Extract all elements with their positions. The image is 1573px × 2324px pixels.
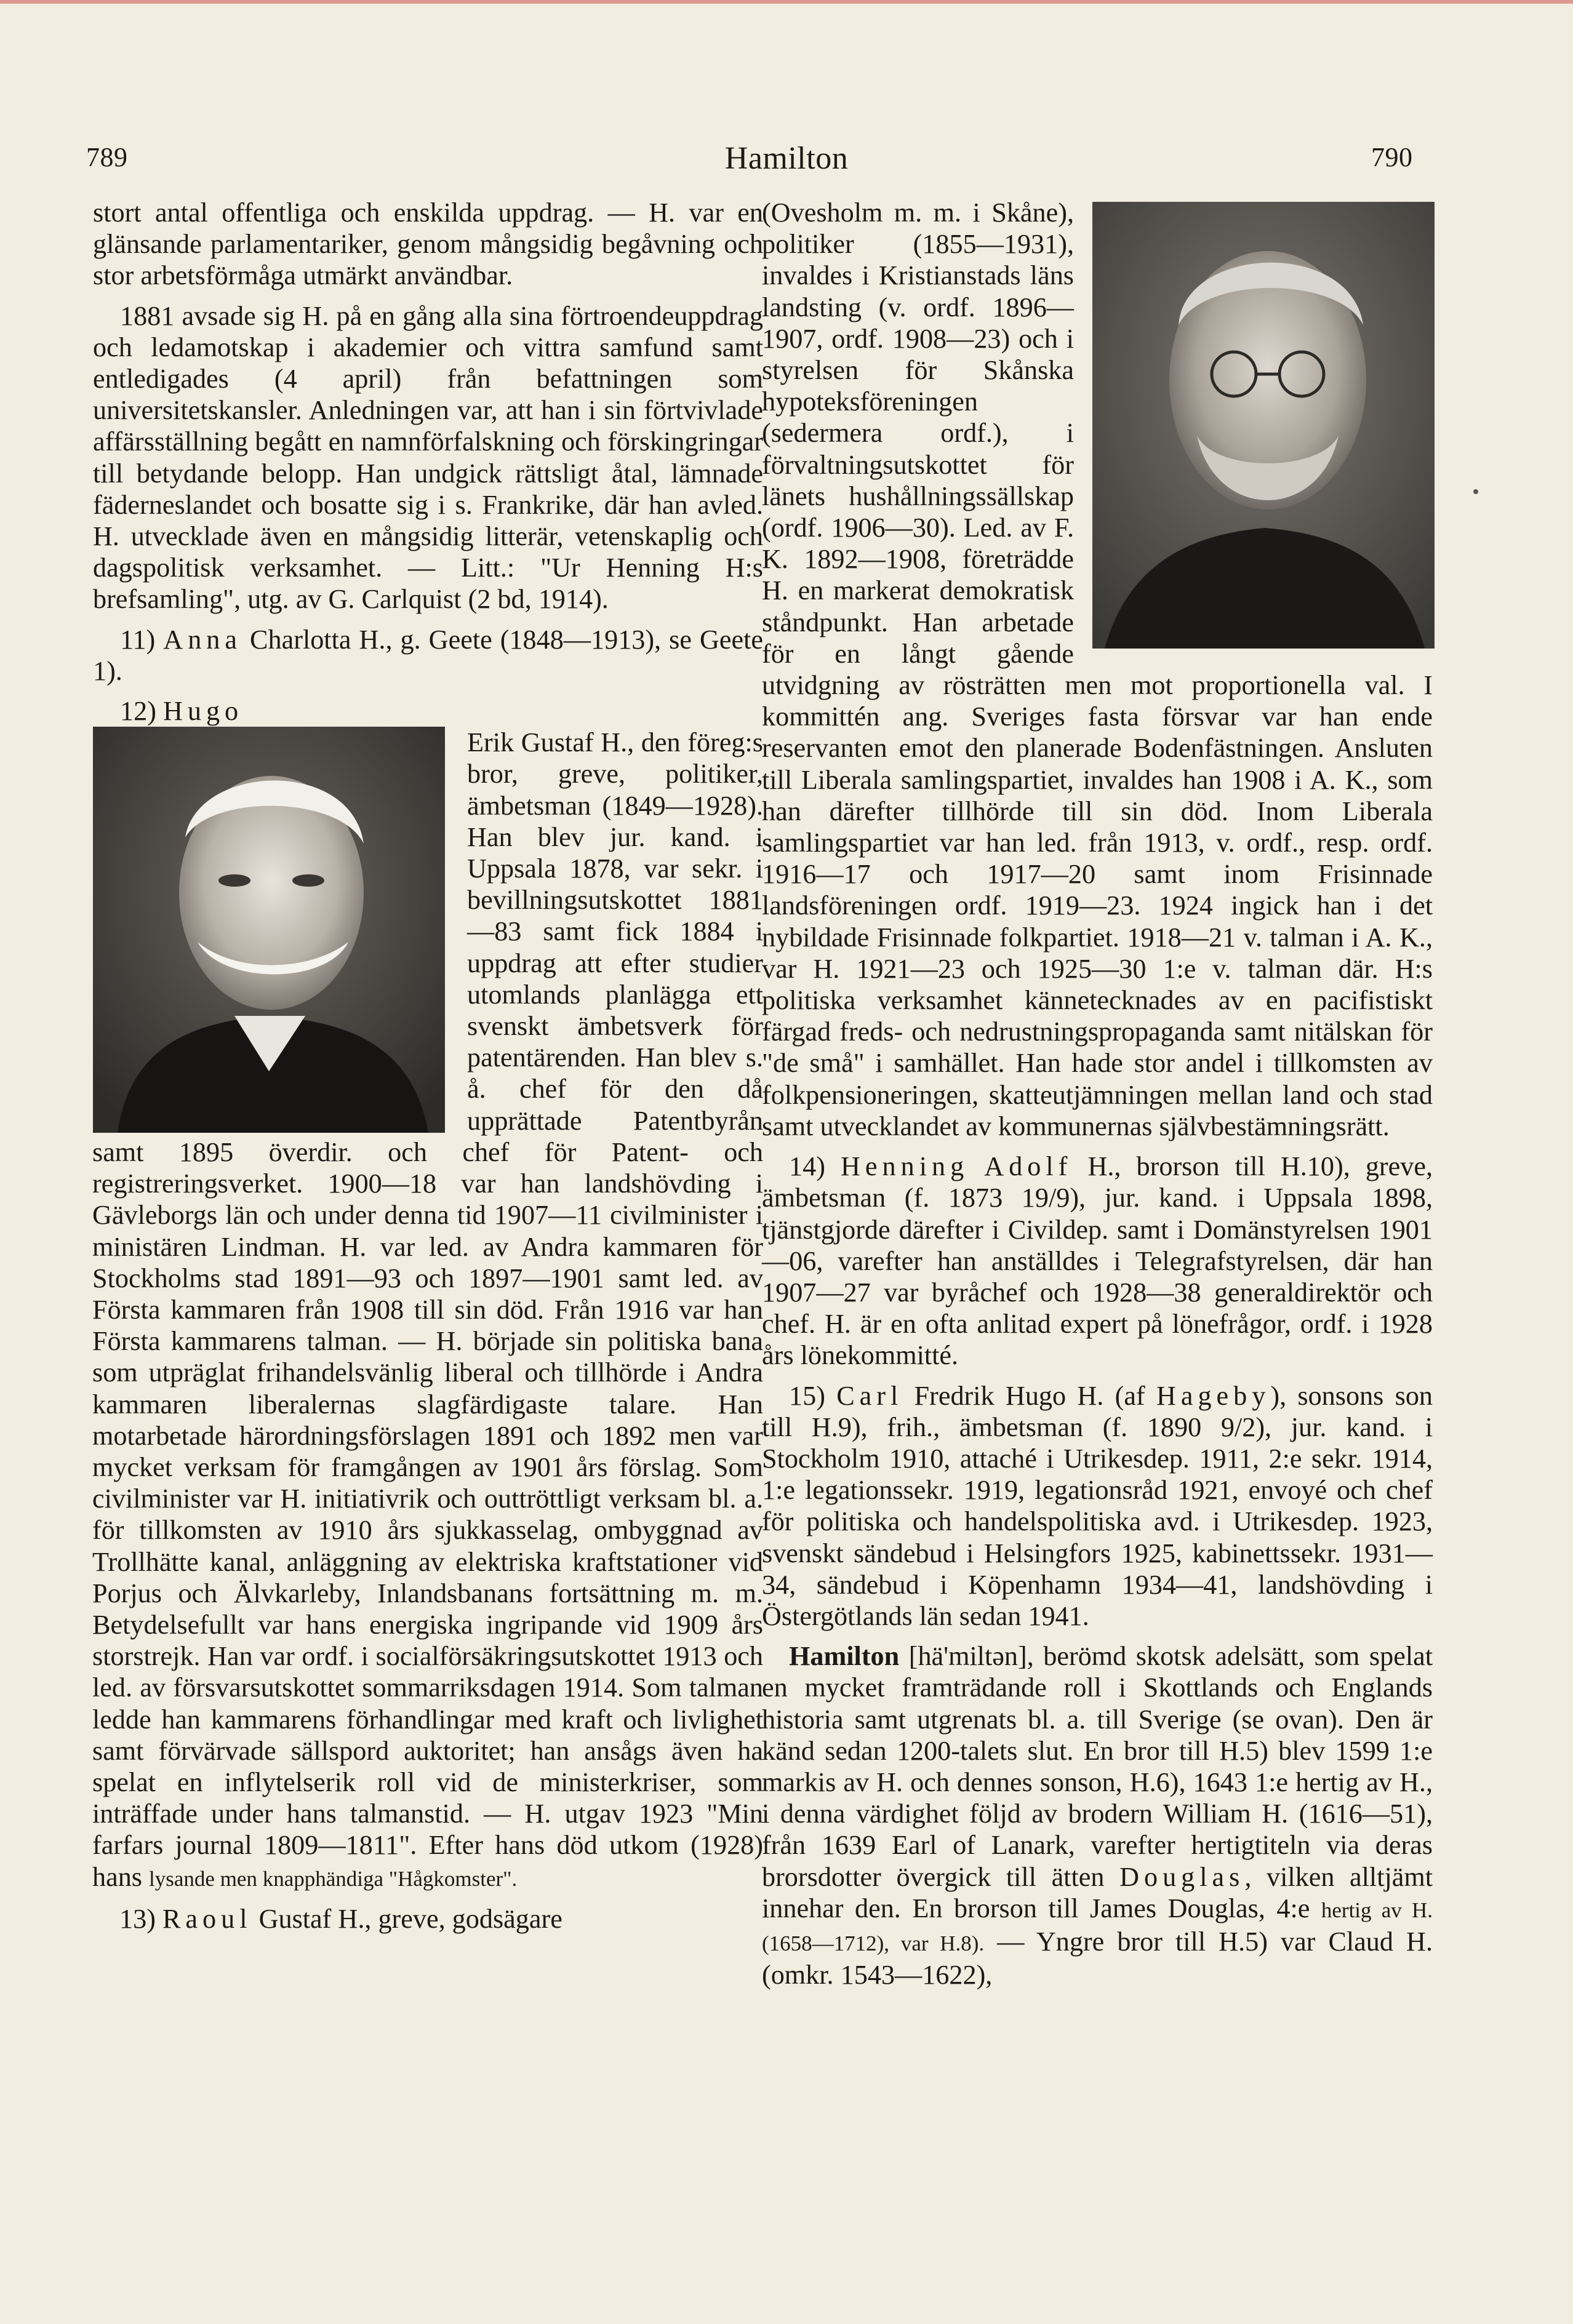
entry-text: Fredrik Hugo H. (af xyxy=(914,1380,1145,1411)
paragraph: stort antal offentliga och enskilda uppdrag. — H. var en glänsande parlamentariker, genom mångsidig begåvning och stor arbetsförmåga utmärkt användbar. xyxy=(93,198,763,291)
entry-text: [hä'miltən], berömd skotsk adelsätt, som spelat en mycket framträdande roll i Skottlands och Englands historia samt utgrenats bl. a. till Sverige (se ovan). Den är känd sedan 1200-talets slut. En bror till H.5) blev 1599 1:e markis av H. och dennes sonson, H.6), 1643 1:e hertig av H., i denna värdighet följd av brodern William H. (1616—51), från 1639 Earl of Lanark, varefter hertigtiteln via deras brorsdotter övergick till ätten xyxy=(762,1641,1433,1892)
entry-14 xyxy=(762,1151,1433,1371)
entry-name: Carl xyxy=(836,1380,903,1411)
entry-text: Erik Gustaf H., den föreg:s bror, greve, politiker, ämbetsman (1849—1928). Han blev jur. kand. i Uppsala 1878, var sekr. i bevillningsutskottet 1881—83 samt fick 1884 i uppdrag att efter studier utomlands planlägga ett svenskt ämbetsverk för patentärenden. Han blev s. å. chef för den då upprättade Patentbyrån samt 1895 överdir. och chef för Patent- och registreringsverket. 1900—18 var han landshövding i Gävleborgs län och under denna tid 1907—11 civilminister i ministären Lindman. H. var led. av Andra kammaren för Stockholms stad 1891—93 och 1897—1901 samt led. av Första kammaren från 1908 till sin död. Från 1916 var han Första kammarens talman. — H. började sin politiska bana som utpräglat frihandelsvänlig liberal och tillhörde i Andra kammaren liberalernas slagfärdigaste talare. Han motarbetade härordningsförslagen 1891 och 1892 men var mycket verksam för framgången av 1901 års förslag. Som civilminister var H. initiativrik och outtröttligt verksam bl. a. för tillkomsten av 1910 års sjukkasselag, ombyggnad av Trollhätte kanal, anläggning av elektriska kraftstationer vid Porjus och Älvkarleby, Inlandsbanans fortsättning m. m. Betydelsefullt var hans energiska ingripande vid 1909 års storstrejk. Han var ordf. i socialförsäkringsutskottet 1913 och led. av försvarsutskottet sommarriksdagen 1914. Som talman ledde han kammarens förhandlingar med kraft och livlighet samt förvärvade sällspord auktoritet; han ansågs även ha spelat en inflytelserik roll vid de ministerkriser, som inträffade under hans talmanstid. — H. utgav 1923 "Min farfars journal 1809—1811". Efter hans död utkom (1928) hans xyxy=(92,727,763,1892)
page-edge-line xyxy=(0,0,1573,4)
paragraph: (Ovesholm m. m. i Skåne), politiker (1855—1931), invaldes i Kristianstads läns landsting (v. ordf. 1896—1907, ordf. 1908—23) och i styrelsen för Skånska hypoteksföreningen (sedermera ordf.), i förvaltningsutskottet för länets hushållningssällskap (ordf. 1906—30). Led. av F. K. 1892—1908, företrädde H. en markerat demokratisk ståndpunkt. Han arbetade för en långt gående utvidgning av rösträtten men mot proportionella val. I kommittén ang. Sveriges fasta försvar var han ende reservanten emot den planerade Bodenfästningen. Ansluten till Liberala samlingspartiet, invaldes han 1908 i A. K., som han därefter tillhörde till sin död. Inom Liberala samlingspartiet var han led. från 1913, v. ordf., resp. ordf. 1916—17 och 1917—20 samt inom Frisinnade landsföreningen ordf. 1919—23. 1924 ingick han i det nybildade Frisinnade folkpartiet. 1918—21 v. talman i A. K., var H. 1921—23 och 1925—30 1:e v. talman där. H:s politiska verksamhet kännetecknades av en pacifistiskt färgad freds- och nedrustningspropaganda samt nitälskan för "de små" i samhället. Han hade stor andel i tillkomsten av folkpensioneringen, skatteutjämningen mellan land och stad samt utvecklandet av kommunernas självbestämningsrätt. xyxy=(762,198,1433,1141)
entry-name: Adolf xyxy=(984,1151,1073,1182)
entry-text: — Yngre bror till H.5) var Claud H. (omkr. 1543—1622), xyxy=(762,1926,1433,1991)
entry-number: 15) xyxy=(789,1380,825,1411)
entry-number: 13) xyxy=(119,1903,156,1934)
entry-number: 12) xyxy=(120,696,156,727)
entry-name: Douglas xyxy=(1119,1861,1245,1892)
entry-name: Hugo xyxy=(162,696,244,727)
paragraph: 1881 avsade sig H. på en gång alla sina förtroendeuppdrag och ledamotskap i akademier och vittra samfund samt entledigades (4 april) från befattningen som universitetskansler. Anledningen var, att han i sin förtvivlade affärsställning begått en namnförfalskning och förskingringar till betydande belopp. Han undgick rättsligt åtal, lämnade fäderneslandet och bosatte sig i s. Frankrike, där han avled. H. utvecklade även en mångsidig litterär, vetenskaplig och dagspolitisk verksamhet. — Litt.: "Ur Henning H:s brefsamling", utg. av G. Carlquist (2 bd, 1914). xyxy=(93,300,763,615)
entry-text: H., brorson till H.10), greve, ämbetsman (f. 1873 19/9), jur. kand. i Uppsala 1898, tjänstgjorde därefter i Civildep. samt i Domänstyrelsen 1901—06, varefter han anställdes i Telegrafstyrelsen, där han 1907—27 var byråchef och 1928—38 generaldirektör och chef. H. är en ofta anlitad expert på lönefrågor, ordf. i 1928 års lönekommitté. xyxy=(762,1151,1433,1371)
entry-text: , vilken alltjämt innehar den. En brorson till James Douglas, 4:e xyxy=(762,1861,1433,1923)
portrait-hugo-hamilton xyxy=(93,727,445,1133)
page-number-right: 790 xyxy=(1371,142,1413,172)
entry-headword: Hamilton xyxy=(789,1641,900,1672)
entry-name: Raoul xyxy=(162,1903,252,1934)
entry-text: Charlotta H., g. Geete (1848—1913), se Geete 1). xyxy=(93,624,764,686)
entry-name: Hageby xyxy=(1156,1380,1271,1411)
portrait-photo xyxy=(1092,202,1435,649)
entry-11 xyxy=(92,624,763,687)
page-number-left: 789 xyxy=(86,142,128,172)
entry-name: Anna xyxy=(163,624,242,655)
entry-number: 11) xyxy=(120,624,156,655)
entry-text: Gustaf H., greve, godsägare xyxy=(258,1903,562,1934)
margin-mark xyxy=(1473,489,1478,494)
entry-15 xyxy=(762,1380,1433,1632)
portrait-photo xyxy=(93,727,445,1133)
right-column xyxy=(762,197,1433,1991)
entry-forename: Henning xyxy=(841,1151,969,1182)
portrait-raoul-hamilton xyxy=(1092,202,1435,649)
entry-text-small: lysande men knapphändiga "Hågkomster". xyxy=(149,1866,518,1891)
entry-hamilton-family xyxy=(762,1640,1433,1991)
entry-text-small: hertig av H. (1658—1712), var H.8). xyxy=(762,1898,1433,1955)
entry-13 xyxy=(92,1903,763,1935)
entry-12 xyxy=(92,695,763,727)
entry-number: 14) xyxy=(789,1151,825,1182)
running-head: Hamilton xyxy=(724,141,849,176)
left-column xyxy=(92,197,763,1935)
entry-text: ), sonsons son till H.9), frih., ämbetsman (f. 1890 9/2), jur. kand. i Stockholm 1910, attaché i Utrikesdep. 1911, 2:e sekr. 1914, 1:e legationssekr. 1919, legationsråd 1921, envoyé och chef för politiska och handelspolitiska avd. i Utrikesdep. 1923, svenskt sändebud i Helsingfors 1925, kabinettssekr. 1931—34, sändebud i Köpenhamn 1934—41, landshövding i Östergötlands län sedan 1941. xyxy=(762,1380,1433,1631)
